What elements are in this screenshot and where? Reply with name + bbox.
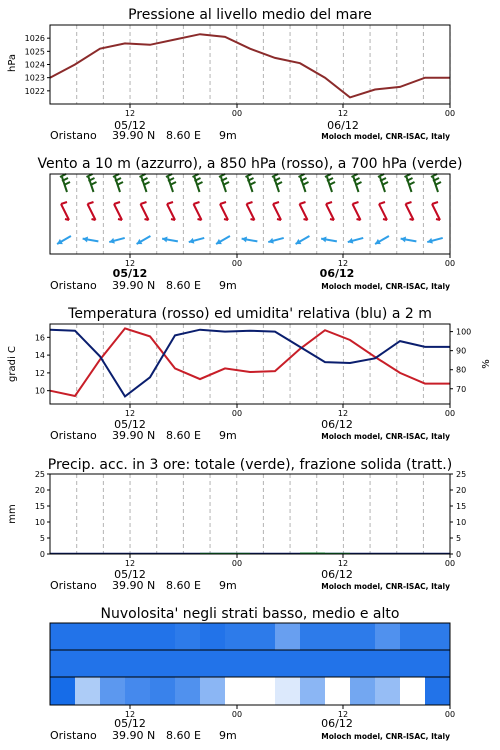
location-elev: 9m xyxy=(219,729,237,742)
cloud-cell xyxy=(75,623,101,650)
cloud-cell xyxy=(425,650,451,677)
wind-arrow-10m xyxy=(56,233,73,246)
x-tick-label: 12 xyxy=(337,559,349,568)
y-tick-label: 25 xyxy=(34,470,45,479)
x-tick-label: 00 xyxy=(444,409,456,418)
pressure-panel xyxy=(7,7,455,142)
cloud-cell xyxy=(50,623,76,650)
cloud-cell xyxy=(375,650,401,677)
barb-feather xyxy=(194,202,200,204)
barb-feather xyxy=(223,182,229,185)
cloud-cell xyxy=(75,677,101,705)
barb-head xyxy=(118,219,122,220)
y-tick-label: 15 xyxy=(34,502,45,511)
arrow-rot xyxy=(400,236,417,245)
x-tick-label: 00 xyxy=(231,109,243,118)
cloud-cell xyxy=(250,650,276,677)
y-tick-label: 10 xyxy=(34,518,45,527)
barb-shaft xyxy=(88,204,96,220)
wind-barb-700 xyxy=(299,174,309,192)
precipitation-ylabel: mm xyxy=(7,504,18,524)
barb-head xyxy=(410,219,414,220)
y-tick-label: 12 xyxy=(34,368,45,378)
cloud-cell xyxy=(200,650,226,677)
barb-head xyxy=(251,219,255,220)
wind-barb-700 xyxy=(60,174,70,192)
location-name: Oristano xyxy=(50,129,97,142)
temperature-line xyxy=(50,328,450,396)
date-label: 06/12 xyxy=(327,119,359,132)
cloud-cell xyxy=(175,623,201,650)
x-tick-label: 12 xyxy=(337,259,349,268)
cloud-cell xyxy=(250,677,276,705)
wind-arrow-10m xyxy=(215,233,232,246)
cloud-cells xyxy=(50,623,451,705)
date-label: 06/12 xyxy=(321,717,353,730)
wind-arrow-10m xyxy=(400,236,417,245)
cloud-cell xyxy=(150,650,176,677)
wind-title: Vento a 10 m (azzurro), a 850 hPa (rosso), a 700 hPa (verde) xyxy=(37,156,463,172)
location-lon: 8.60 E xyxy=(166,129,201,142)
location-lon: 8.60 E xyxy=(166,279,201,292)
barb-feather xyxy=(432,202,438,204)
arrow-rot xyxy=(56,233,73,246)
barb-head xyxy=(304,219,308,220)
location-lat: 39.90 N xyxy=(112,579,156,592)
pressure-ylabel: hPa xyxy=(7,53,18,73)
date-label: 05/12 xyxy=(114,717,146,730)
temperature-footer xyxy=(50,418,450,442)
location-elev: 9m xyxy=(219,579,237,592)
location-lon: 8.60 E xyxy=(166,429,201,442)
wind-arrow-10m xyxy=(347,235,364,245)
cloud-panel xyxy=(50,606,455,742)
barb-shaft xyxy=(326,204,334,220)
arrow-head xyxy=(135,239,142,247)
wind-arrow-10m xyxy=(82,236,99,245)
arrow-rot xyxy=(135,233,152,246)
cloud-cell xyxy=(50,650,76,677)
y-tick-label: 1026 xyxy=(24,34,45,44)
x-tick-label: 00 xyxy=(231,259,243,268)
cloud-cell xyxy=(175,650,201,677)
wind-barb-850 xyxy=(220,202,228,220)
precipitation-panel xyxy=(7,457,466,592)
cloud-cell xyxy=(150,623,176,650)
y-tick-label: 10 xyxy=(34,386,45,396)
barb-head xyxy=(357,219,361,220)
x-tick-label: 12 xyxy=(124,559,136,568)
cloud-cell xyxy=(400,677,426,705)
arrow-rot xyxy=(321,236,338,245)
barb-head xyxy=(330,219,334,220)
cloud-cell xyxy=(275,650,301,677)
wind-arrow-10m xyxy=(374,233,391,246)
model-credit: Moloch model, CNR-ISAC, Italy xyxy=(321,582,450,591)
model-credit: Moloch model, CNR-ISAC, Italy xyxy=(321,132,450,141)
cloud-cell xyxy=(175,677,201,705)
barb-head xyxy=(436,219,440,220)
precipitation-footer xyxy=(50,568,450,592)
precipitation-frame xyxy=(50,474,450,554)
y-tick-label: 25 xyxy=(456,470,467,479)
wind-barb-700 xyxy=(352,174,362,192)
barb-shaft xyxy=(247,204,255,220)
wind-arrow-10m xyxy=(294,233,311,246)
cloud-cell xyxy=(225,677,251,705)
barb-feather xyxy=(91,182,97,185)
date-label: 06/12 xyxy=(321,418,353,431)
cloud-cell xyxy=(75,650,101,677)
arrow-rot xyxy=(82,236,99,245)
barb-feather xyxy=(273,202,279,204)
wind-arrow-10m xyxy=(241,236,258,245)
cloud-cell xyxy=(425,677,451,705)
y-tick-label: 5 xyxy=(39,534,45,543)
y-tick-label: 16 xyxy=(34,333,45,343)
y-tick-label: 100 xyxy=(456,327,472,337)
arrow-head xyxy=(294,239,301,247)
arrow-rot xyxy=(426,235,443,245)
wind-arrow-10m xyxy=(267,235,284,245)
cloud-title: Nuvolosita' negli strati basso, medio e alto xyxy=(100,606,400,622)
wind-barb-850 xyxy=(432,202,440,220)
y-tick-label: 5 xyxy=(456,534,462,543)
y-tick-label: 0 xyxy=(456,550,462,559)
y-tick-label: 20 xyxy=(456,486,467,495)
barb-shaft xyxy=(220,204,228,220)
barb-feather xyxy=(326,202,332,204)
cloud-cell xyxy=(100,650,126,677)
y-tick-label: 20 xyxy=(34,486,45,495)
y-tick-label: 15 xyxy=(456,502,467,511)
wind-arrow-10m xyxy=(188,235,205,245)
wind-barb-850 xyxy=(141,202,149,220)
y-tick-label: 10 xyxy=(456,518,467,527)
y-tick-label: 1022 xyxy=(24,86,45,96)
barb-feather xyxy=(409,182,415,185)
cloud-cell xyxy=(125,623,151,650)
wind-barb-850 xyxy=(194,202,202,220)
wind-barb-700 xyxy=(405,174,415,192)
wind-barb-850 xyxy=(247,202,255,220)
date-label: 05/12 xyxy=(114,119,146,132)
cloud-cell xyxy=(200,623,226,650)
barb-head xyxy=(92,219,96,220)
wind-barb-850 xyxy=(88,202,96,220)
arrow-rot xyxy=(267,235,284,245)
location-lon: 8.60 E xyxy=(166,729,201,742)
arrow-rot xyxy=(188,235,205,245)
arrow-rot xyxy=(294,233,311,246)
cloud-cell xyxy=(350,677,376,705)
barb-feather xyxy=(382,182,388,185)
wind-barb-700 xyxy=(378,174,388,192)
pressure-footer xyxy=(50,119,450,142)
barb-feather xyxy=(144,182,150,185)
y-tick-label: 90 xyxy=(456,346,467,356)
wind-arrow-10m xyxy=(321,236,338,245)
arrow-rot xyxy=(108,235,125,245)
wind-barb-850 xyxy=(273,202,281,220)
date-label: 05/12 xyxy=(112,267,148,280)
pressure-title: Pressione al livello medio del mare xyxy=(128,7,372,23)
barb-feather xyxy=(379,202,385,204)
barb-head xyxy=(198,219,202,220)
humidity-line xyxy=(50,330,450,397)
wind-arrow-10m xyxy=(135,233,152,246)
wind-barb-700 xyxy=(166,174,176,192)
location-name: Oristano xyxy=(50,429,97,442)
barb-feather xyxy=(167,202,173,204)
barb-feather xyxy=(64,182,70,185)
location-lat: 39.90 N xyxy=(112,279,156,292)
barb-shaft xyxy=(61,204,69,220)
wind-barb-850 xyxy=(353,202,361,220)
date-label: 06/12 xyxy=(319,267,355,280)
date-label: 05/12 xyxy=(114,568,146,581)
pressure-line xyxy=(50,34,450,97)
wind-barb-850 xyxy=(326,202,334,220)
temperature-panel xyxy=(7,306,492,442)
barb-feather xyxy=(435,182,441,185)
barb-feather xyxy=(353,202,359,204)
temperature-frame xyxy=(50,324,450,404)
arrow-head xyxy=(374,239,381,247)
location-lat: 39.90 N xyxy=(112,729,156,742)
barb-shaft xyxy=(273,204,281,220)
barb-feather xyxy=(88,202,94,204)
cloud-cell xyxy=(275,677,301,705)
cloud-cell xyxy=(350,623,376,650)
arrow-rot xyxy=(162,236,179,245)
location-elev: 9m xyxy=(219,429,237,442)
cloud-cell xyxy=(225,650,251,677)
barb-feather xyxy=(117,182,123,185)
barb-head xyxy=(277,219,281,220)
barb-feather xyxy=(276,182,282,185)
barb-head xyxy=(65,219,69,220)
x-tick-label: 00 xyxy=(444,710,456,719)
date-label: 05/12 xyxy=(114,418,146,431)
wind-barb-850 xyxy=(167,202,175,220)
cloud-footer xyxy=(50,717,450,742)
wind-barb-850 xyxy=(61,202,69,220)
wind-arrow-10m xyxy=(162,236,179,245)
barb-shaft xyxy=(141,204,149,220)
cloud-cell xyxy=(375,623,401,650)
model-credit: Moloch model, CNR-ISAC, Italy xyxy=(321,432,450,441)
wind-barb-700 xyxy=(87,174,97,192)
barb-shaft xyxy=(432,204,440,220)
x-tick-label: 00 xyxy=(444,259,456,268)
x-tick-label: 12 xyxy=(124,409,136,418)
wind-barb-700 xyxy=(272,174,282,192)
cloud-cell xyxy=(125,677,151,705)
barb-feather xyxy=(406,202,412,204)
wind-barbs xyxy=(56,174,444,247)
x-tick-label: 12 xyxy=(124,259,136,268)
cloud-cell xyxy=(100,623,126,650)
wind-barb-700 xyxy=(325,174,335,192)
precipitation-title: Precip. acc. in 3 ore: totale (verde), frazione solida (tratt.) xyxy=(47,457,453,473)
barb-shaft xyxy=(114,204,122,220)
cloud-cell xyxy=(225,623,251,650)
arrow-head xyxy=(215,239,222,247)
y-tick-label: 80 xyxy=(456,365,467,375)
wind-barb-850 xyxy=(300,202,308,220)
x-tick-label: 00 xyxy=(444,109,456,118)
cloud-cell xyxy=(250,623,276,650)
location-lat: 39.90 N xyxy=(112,129,156,142)
y-tick-label: 70 xyxy=(456,384,467,394)
cloud-cell xyxy=(150,677,176,705)
location-elev: 9m xyxy=(219,279,237,292)
barb-feather xyxy=(356,182,362,185)
barb-head xyxy=(383,219,387,220)
cloud-cell xyxy=(300,650,326,677)
x-tick-label: 00 xyxy=(444,559,456,568)
y-tick-label: 14 xyxy=(34,351,45,361)
cloud-cell xyxy=(200,677,226,705)
location-elev: 9m xyxy=(219,129,237,142)
barb-feather xyxy=(329,182,335,185)
cloud-cell xyxy=(375,677,401,705)
model-credit: Moloch model, CNR-ISAC, Italy xyxy=(321,282,450,291)
barb-head xyxy=(145,219,149,220)
barb-shaft xyxy=(379,204,387,220)
cloud-cell xyxy=(325,677,351,705)
temperature-title: Temperatura (rosso) ed umidita' relativa (blu) a 2 m xyxy=(68,306,432,322)
cloud-cell xyxy=(400,650,426,677)
y-tick-label: 1025 xyxy=(24,47,45,57)
wind-panel xyxy=(37,156,462,292)
barb-feather xyxy=(303,182,309,185)
cloud-cell xyxy=(325,623,351,650)
arrow-rot xyxy=(374,233,391,246)
wind-barb-700 xyxy=(431,174,441,192)
barb-feather xyxy=(220,202,226,204)
pressure-frame xyxy=(50,25,450,104)
wind-barb-850 xyxy=(114,202,122,220)
cloud-cell xyxy=(125,650,151,677)
barb-head xyxy=(171,219,175,220)
wind-footer xyxy=(50,267,450,292)
barb-shaft xyxy=(300,204,308,220)
barb-shaft xyxy=(353,204,361,220)
x-tick-label: 12 xyxy=(337,710,349,719)
barb-feather xyxy=(141,202,147,204)
location-name: Oristano xyxy=(50,279,97,292)
barb-shaft xyxy=(194,204,202,220)
x-tick-label: 12 xyxy=(124,109,136,118)
y-tick-label: 1024 xyxy=(24,60,45,70)
arrow-rot xyxy=(215,233,232,246)
barb-feather xyxy=(114,202,120,204)
x-tick-label: 12 xyxy=(337,409,349,418)
cloud-cell xyxy=(50,677,76,705)
wind-arrow-10m xyxy=(426,235,443,245)
barb-shaft xyxy=(167,204,175,220)
cloud-cell xyxy=(300,677,326,705)
location-lon: 8.60 E xyxy=(166,579,201,592)
x-tick-label: 12 xyxy=(337,109,349,118)
y-tick-label: 0 xyxy=(39,550,45,559)
x-tick-label: 00 xyxy=(231,559,243,568)
wind-barb-700 xyxy=(246,174,256,192)
location-name: Oristano xyxy=(50,729,97,742)
barb-shaft xyxy=(406,204,414,220)
wind-barb-700 xyxy=(219,174,229,192)
humidity-ylabel: % xyxy=(481,359,492,369)
barb-feather xyxy=(61,202,67,204)
barb-feather xyxy=(197,182,203,185)
barb-feather xyxy=(250,182,256,185)
wind-barb-700 xyxy=(193,174,203,192)
location-lat: 39.90 N xyxy=(112,429,156,442)
cloud-cell xyxy=(350,650,376,677)
wind-barb-850 xyxy=(379,202,387,220)
wind-barb-700 xyxy=(140,174,150,192)
barb-feather xyxy=(247,202,253,204)
temperature-ylabel: gradi C xyxy=(7,346,18,382)
barb-head xyxy=(224,219,228,220)
x-tick-label: 00 xyxy=(231,409,243,418)
location-name: Oristano xyxy=(50,579,97,592)
wind-arrow-10m xyxy=(108,235,125,245)
cloud-cell xyxy=(325,650,351,677)
arrow-head xyxy=(56,239,63,247)
cloud-cell xyxy=(425,623,451,650)
model-credit: Moloch model, CNR-ISAC, Italy xyxy=(321,732,450,741)
arrow-rot xyxy=(347,235,364,245)
cloud-cell xyxy=(300,623,326,650)
wind-barb-700 xyxy=(113,174,123,192)
wind-barb-850 xyxy=(406,202,414,220)
x-tick-label: 12 xyxy=(124,710,136,719)
y-tick-label: 1023 xyxy=(24,73,45,83)
barb-feather xyxy=(300,202,306,204)
arrow-rot xyxy=(241,236,258,245)
cloud-cell xyxy=(100,677,126,705)
cloud-cell xyxy=(275,623,301,650)
barb-feather xyxy=(170,182,176,185)
cloud-cell xyxy=(400,623,426,650)
date-label: 06/12 xyxy=(321,568,353,581)
x-tick-label: 00 xyxy=(231,710,243,719)
